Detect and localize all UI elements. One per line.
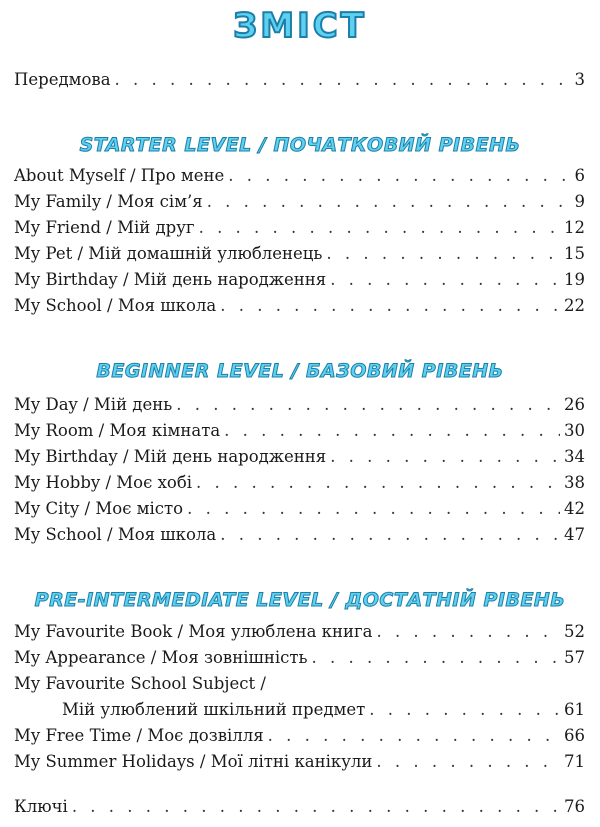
section-heading-starter: STARTER LEVEL / ПОЧАТКОВИЙ РІВЕНЬ <box>79 134 521 156</box>
toc-entry[interactable] <box>14 216 585 240</box>
toc-entry-title-line1[interactable]: My Favourite School Subject / <box>14 674 266 693</box>
toc-entry-page: 15 <box>564 244 585 263</box>
leader-dots <box>187 497 560 521</box>
leader-dots <box>376 620 560 644</box>
toc-entry-title: My Family / Моя сім’я <box>14 192 203 211</box>
leader-dots <box>228 164 570 188</box>
toc-entry-page: 3 <box>574 70 585 89</box>
leader-dots <box>376 750 560 774</box>
toc-entry-page: 9 <box>574 192 585 211</box>
leader-dots <box>207 190 571 214</box>
toc-entry[interactable] <box>14 242 585 266</box>
toc-entry[interactable] <box>14 497 585 521</box>
toc-entry-page: 26 <box>564 395 585 414</box>
toc-entry-title: My Birthday / Мій день народження <box>14 270 327 289</box>
toc-entry[interactable] <box>14 294 585 318</box>
toc-entry-title: Ключі <box>14 797 68 816</box>
toc-entry[interactable] <box>14 471 585 495</box>
toc-entry-keys[interactable] <box>14 795 585 819</box>
toc-entry-page: 76 <box>564 797 585 816</box>
toc-entry[interactable] <box>14 268 585 292</box>
toc-entry[interactable] <box>14 419 585 443</box>
toc-entry[interactable] <box>14 750 585 774</box>
toc-entry-title: My Appearance / Моя зовнішність <box>14 648 308 667</box>
page-title: ЗМІСТ <box>233 6 367 46</box>
leader-dots <box>326 242 560 266</box>
toc-entry-page: 47 <box>564 525 585 544</box>
toc-entry-title: My Room / Моя кімната <box>14 421 221 440</box>
toc-entry-page: 52 <box>564 622 585 641</box>
leader-dots <box>220 294 560 318</box>
toc-entry[interactable] <box>14 190 585 214</box>
toc-entry-title: Мій улюблений шкільний предмет <box>62 700 366 719</box>
leader-dots <box>196 471 560 495</box>
toc-entry[interactable] <box>14 393 585 417</box>
toc-entry-page: 42 <box>564 499 585 518</box>
toc-entry[interactable] <box>14 523 585 547</box>
toc-entry-page: 57 <box>564 648 585 667</box>
leader-dots <box>311 646 560 670</box>
toc-entry-title: My City / Моє місто <box>14 499 184 518</box>
toc-entry-title: My Birthday / Мій день народження <box>14 447 327 466</box>
toc-entry-title: My Favourite Book / Моя улюблена книга <box>14 622 373 641</box>
toc-entry-title: My Summer Holidays / Мої літні канікули <box>14 752 373 771</box>
leader-dots <box>220 523 560 547</box>
section-heading-pre-intermediate: PRE-INTERMEDIATE LEVEL / ДОСТАТНІЙ РІВЕНЬ <box>34 589 566 611</box>
toc-entry[interactable] <box>62 698 585 722</box>
toc-entry[interactable] <box>14 620 585 644</box>
toc-entry-title: My Friend / Мій друг <box>14 218 195 237</box>
section-heading-beginner: BEGINNER LEVEL / БАЗОВИЙ РІВЕНЬ <box>96 360 504 382</box>
leader-dots <box>176 393 560 417</box>
toc-entry-title: My School / Моя школа <box>14 525 217 544</box>
toc-entry-title: My School / Моя школа <box>14 296 217 315</box>
toc-entry-title: My Free Time / Моє дозвілля <box>14 726 264 745</box>
leader-dots <box>199 216 560 240</box>
toc-entry[interactable] <box>14 646 585 670</box>
toc-entry[interactable] <box>14 445 585 469</box>
toc-entry-title: My Pet / Мій домашній улюбленець <box>14 244 323 263</box>
toc-entry-title: Передмова <box>14 70 111 89</box>
toc-entry-title: My Hobby / Моє хобі <box>14 473 193 492</box>
toc-entry-page: 34 <box>564 447 585 466</box>
leader-dots <box>330 268 560 292</box>
toc-entry-page: 71 <box>564 752 585 771</box>
leader-dots <box>115 68 571 92</box>
toc-entry-page: 19 <box>564 270 585 289</box>
toc-entry-page: 66 <box>564 726 585 745</box>
toc-entry-title: My Day / Мій день <box>14 395 173 414</box>
leader-dots <box>268 724 560 748</box>
toc-entry-page: 61 <box>564 700 585 719</box>
toc-entry-page: 6 <box>574 166 585 185</box>
toc-entry-page: 38 <box>564 473 585 492</box>
toc-entry[interactable] <box>14 164 585 188</box>
toc-entry-page: 12 <box>564 218 585 237</box>
toc-entry-page: 22 <box>564 296 585 315</box>
toc-entry[interactable] <box>14 724 585 748</box>
leader-dots <box>330 445 560 469</box>
leader-dots <box>369 698 560 722</box>
toc-entry-intro[interactable] <box>14 68 585 92</box>
toc-entry-title: About Myself / Про мене <box>14 166 225 185</box>
toc-entry-page: 30 <box>564 421 585 440</box>
leader-dots <box>72 795 560 819</box>
leader-dots <box>224 419 560 443</box>
